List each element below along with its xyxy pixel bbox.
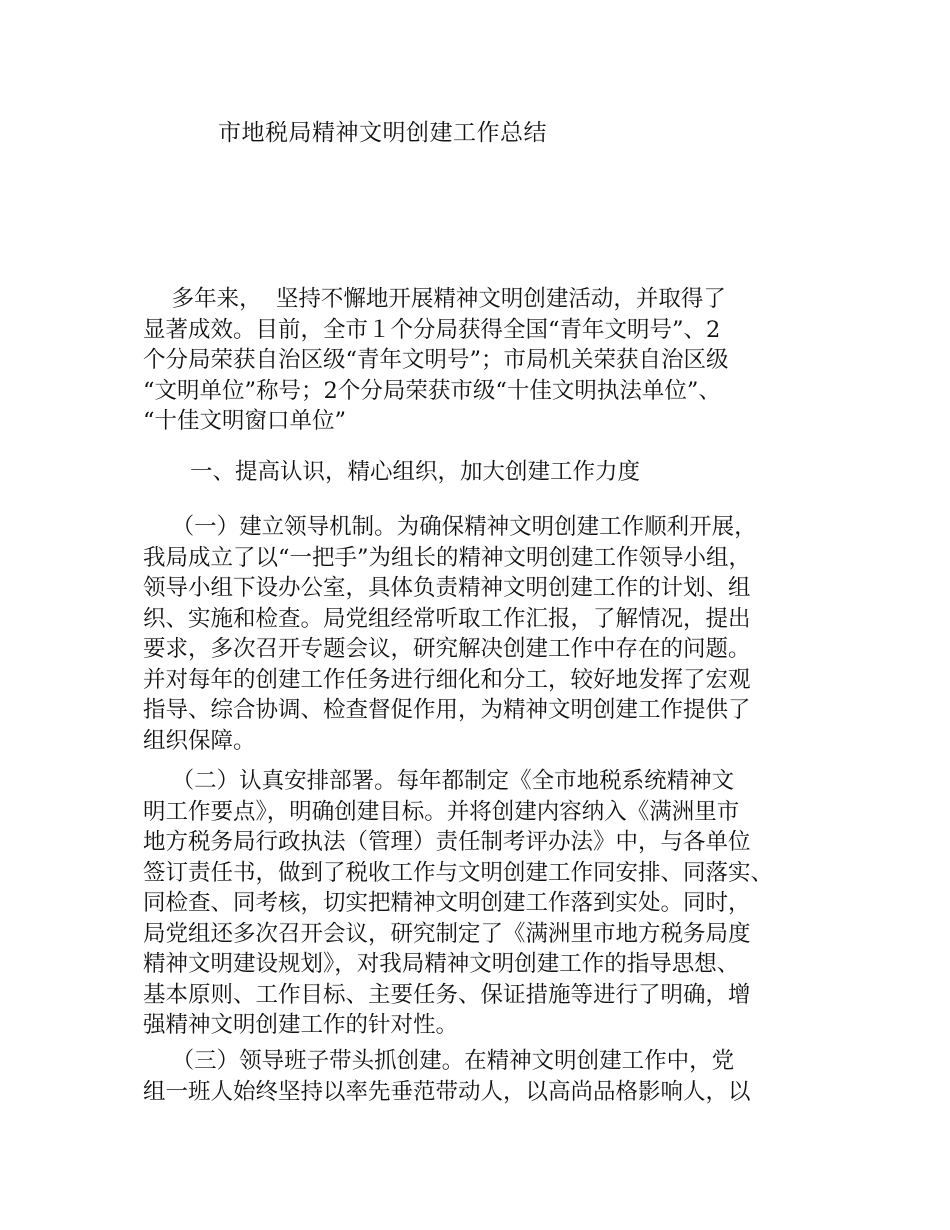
- paragraph-line: 同检查、同考核，切实把精神文明创建工作落到实处。同时，: [143, 890, 751, 916]
- paragraph-line: 签订责任书，做到了税收工作与文明创建工作同安排、同落实、: [143, 859, 774, 886]
- paragraph-line: 领导小组下设办公室，具体负责精神文明创建工作的计划、组: [143, 575, 751, 601]
- document-title: 市地税局精神文明创建工作总结: [218, 120, 547, 146]
- paragraph-line: 指导、综合协调、检查督促作用，为精神文明创建工作提供了: [143, 697, 751, 723]
- paragraph-line: 我局成立了以“一把手”为组长的精神文明创建工作领导小组，: [143, 544, 752, 571]
- paragraph-leadership-team: [143, 1046, 833, 1107]
- paragraph-line: （一）建立领导机制。为确保精神文明创建工作顺利开展，: [143, 514, 757, 540]
- paragraph-line: 多年来， 坚持不懈地开展精神文明创建活动，并取得了: [143, 286, 726, 312]
- paragraph-line: 精神文明建设规划》，对我局精神文明创建工作的指导思想、: [143, 951, 740, 977]
- paragraph-line: 组一班人始终坚持以率先垂范带动人，以高尚品格影响人，以: [143, 1078, 751, 1105]
- paragraph-line: 地方税务局行政执法（管理）责任制考评办法》中，与各单位: [143, 829, 751, 855]
- paragraph-line: 并对每年的创建工作任务进行细化和分工，较好地发挥了宏观: [143, 666, 751, 693]
- paragraph-line: 要求，多次召开专题会议，研究解决创建工作中存在的问题。: [143, 636, 751, 662]
- paragraph-line: 显著成效。目前，全市１个分局获得全国“青年文明号”、2: [143, 316, 721, 343]
- paragraph-line: 织、实施和检查。局党组经常听取工作汇报，了解情况，提出: [143, 605, 751, 632]
- paragraph-line: 基本原则、工作目标、主要任务、保证措施等进行了明确，增: [143, 981, 751, 1008]
- paragraph-line: 局党组还多次召开会议，研究制定了《满洲里市地方税务局度: [143, 920, 751, 947]
- paragraph-deployment: [143, 766, 833, 1041]
- paragraph-line: （三）领导班子带头抓创建。在精神文明创建工作中，党: [143, 1048, 735, 1074]
- paragraph-line: “文明单位”称号；2个分局荣获市级“十佳文明执法单位”、: [143, 377, 721, 404]
- paragraph-line: 明工作要点》，明确创建目标。并将创建内容纳入《满洲里市: [143, 798, 740, 825]
- paragraph-line: 个分局荣获自治区级“青年文明号”；市局机关荣获自治区级: [143, 347, 729, 373]
- paragraph-line: 组织保障。: [143, 727, 256, 754]
- paragraph-leadership-mechanism: [143, 512, 833, 756]
- paragraph-line: 强精神文明创建工作的针对性。: [143, 1012, 459, 1038]
- intro-paragraph: [143, 284, 833, 437]
- paragraph-line: “十佳文明窗口单位”: [143, 408, 347, 434]
- section-heading: 一、提高认识，精心组织，加大创建工作力度: [190, 459, 641, 485]
- paragraph-line: （二）认真安排部署。每年都制定《全市地税系统精神文: [143, 768, 735, 794]
